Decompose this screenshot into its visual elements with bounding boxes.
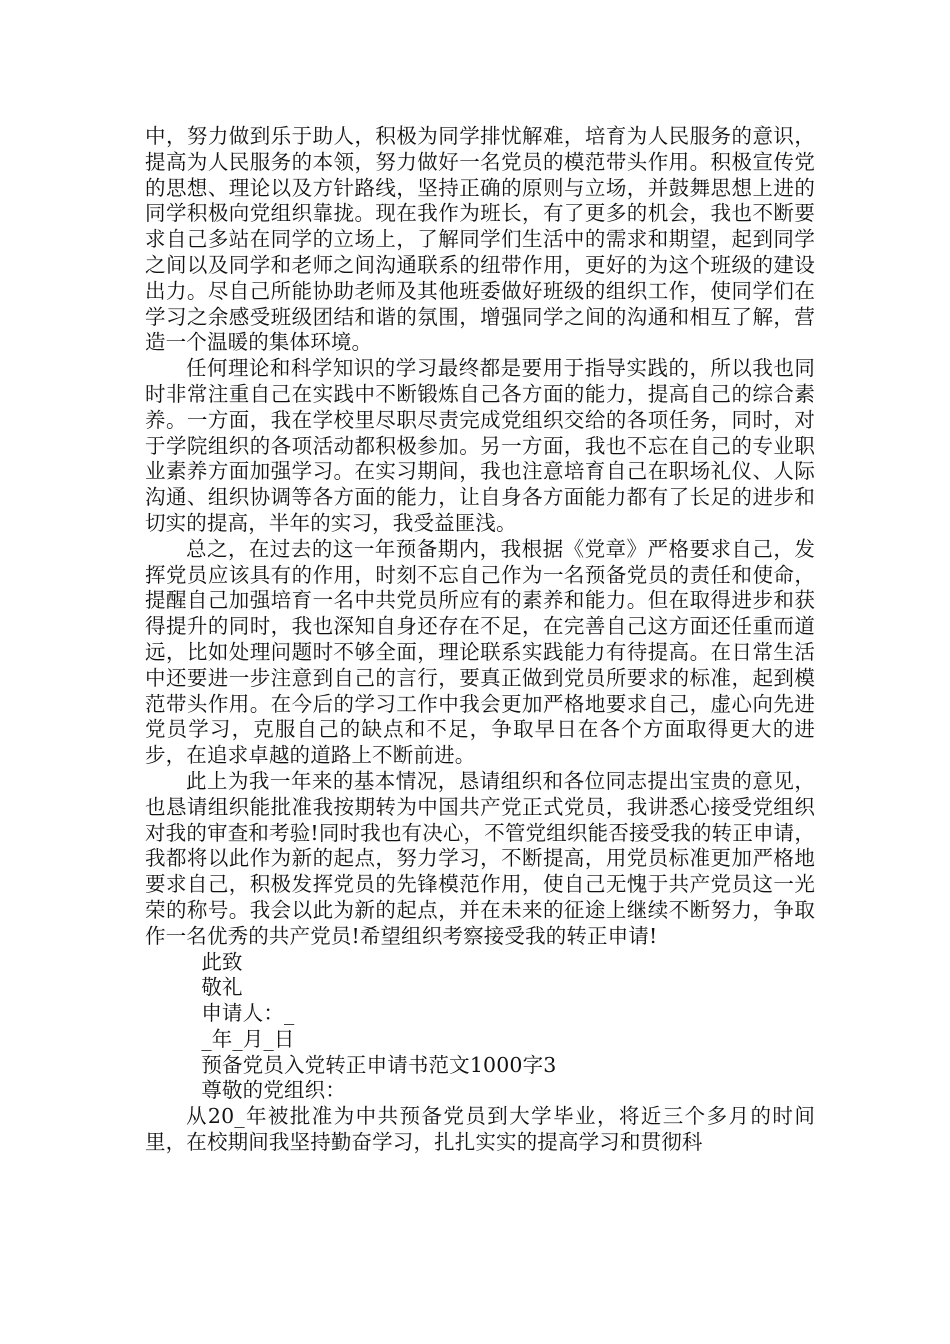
paragraph-class-monitor: 中，努力做到乐于助人，积极为同学排忧解难，培育为人民服务的意识，提高为人民服务的本领，努力做好一名党员的模范带头作用。积极宣传党的思想、理论以及方针路线，坚持正确的原则与立场，并鼓舞思想上进的同学积极向党组织靠拢。现在我作为班长，有了更多的机会，我也不断要求自己多站在同学的立场上，了解同学们生活中的需求和期望，起到同学之间以及同学和老师之间沟通联系的纽带作用，更好的为这个班级的建设出力。尽自己所能协助老师及其他班委做好班级的组织工作，使同学们在学习之余感受班级团结和谐的氛围，增强同学之间的沟通和相互了解，营造一个温暖的集体环境。: [145, 124, 815, 355]
date-line: _年_月_日: [201, 1026, 295, 1051]
closing-zhici: 此致: [201, 949, 243, 974]
next-section-title: 预备党员入党转正申请书范文1000字3: [201, 1052, 557, 1077]
closing-jingli: 敬礼: [201, 975, 243, 1000]
applicant-line: 申请人：_: [201, 1001, 295, 1026]
paragraph-request: 此上为我一年来的基本情况，恳请组织和各位同志提出宝贵的意见，也恳请组织能批准我按期转为中国共产党正式党员，我讲悉心接受党组织对我的审查和考验!同时我也有决心，不管党组织能否接受我的转正申请，我都将以此作为新的起点，努力学习，不断提高，用党员标准更加严格地要求自己，积极发挥党员的先锋模范作用，使自己无愧于共产党员这一光荣的称号。我会以此为新的起点，并在未来的征途上继续不断努力，争取作一名优秀的共产党员!希望组织考察接受我的转正申请!: [145, 768, 815, 948]
salutation: 尊敬的党组织：: [201, 1078, 346, 1103]
paragraph-summary: 总之，在过去的这一年预备期内，我根据《党章》严格要求自己，发挥党员应该具有的作用，时刻不忘自己作为一名预备党员的责任和使命，提醒自己加强培育一名中共党员所应有的素养和能力。但在取得进步和获得提升的同时，我也深知自身还存在不足，在完善自己这方面还任重而道远，比如处理问题时不够全面，理论联系实践能力有待提高。在日常生活中还要进一步注意到自己的言行，要真正做到党员所要求的标准，起到模范带头作用。在今后的学习工作中我会更加严格地要求自己，虚心向先进党员学习，克服自己的缺点和不足，争取早日在各个方面取得更大的进步，在追求卓越的道路上不断前进。: [145, 536, 815, 768]
paragraph-practice: 任何理论和科学知识的学习最终都是要用于指导实践的，所以我也同时非常注重自己在实践中不断锻炼自己各方面的能力，提高自己的综合素养。一方面，我在学校里尽职尽责完成党组织交给的各项任务，同时，对于学院组织的各项活动都积极参加。另一方面，我也不忘在自己的专业职业素养方面加强学习。在实习期间，我也注意培育自己在职场礼仪、人际沟通、组织协调等各方面的能力，让自身各方面能力都有了长足的进步和切实的提高，半年的实习，我受益匪浅。: [145, 356, 815, 535]
document-body: [145, 124, 815, 1156]
paragraph-next-intro: 从20_年被批准为中共预备党员到大学毕业，将近三个多月的时间里，在校期间我坚持勤奋学习，扎扎实实的提高学习和贯彻科: [145, 1104, 815, 1155]
